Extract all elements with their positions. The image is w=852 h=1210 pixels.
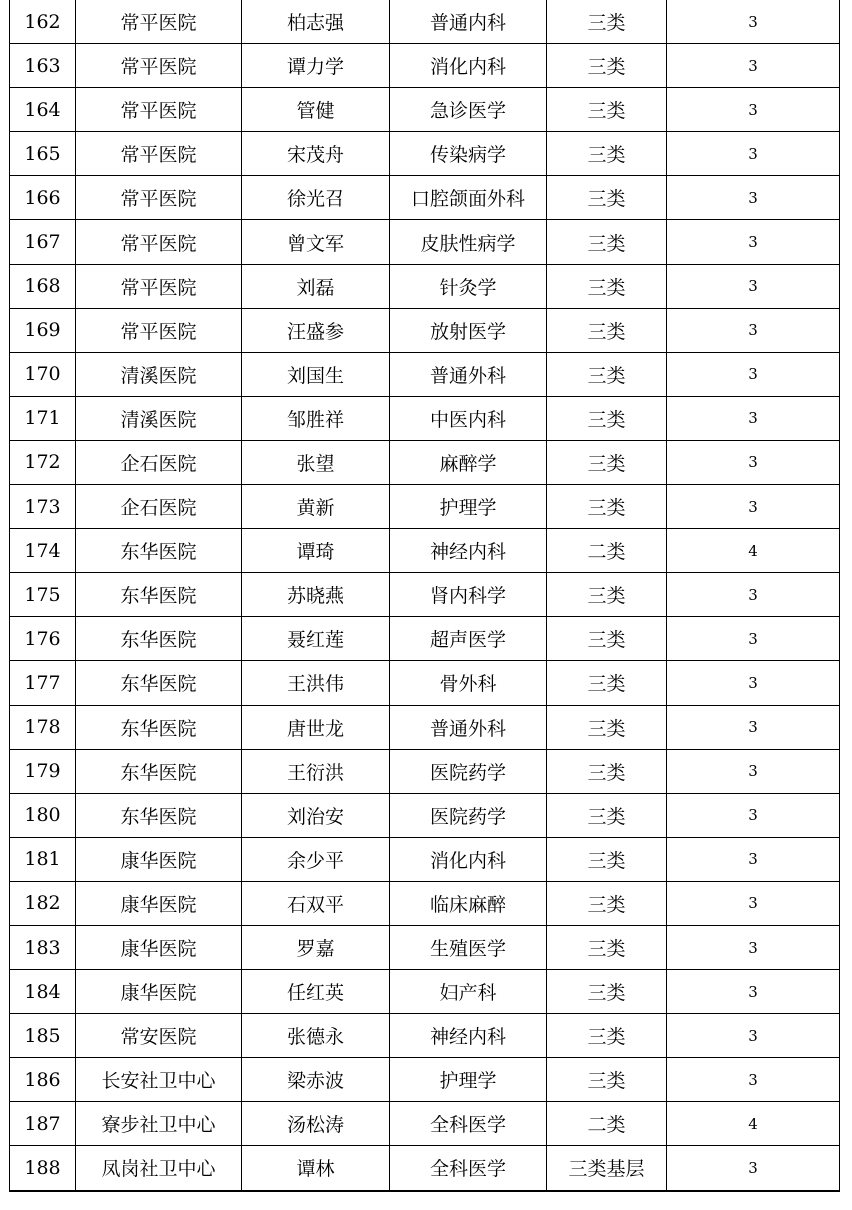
cell-hospital: 常平医院 (76, 44, 242, 88)
cell-person-name: 聂红莲 (242, 617, 390, 661)
cell-category: 三类 (547, 220, 667, 264)
table-row (10, 1014, 840, 1058)
cell-hospital: 东华医院 (76, 705, 242, 749)
cell-department: 中医内科 (390, 396, 547, 440)
cell-category: 三类 (547, 88, 667, 132)
cell-person-name: 管健 (242, 88, 390, 132)
cell-grade: 3 (667, 749, 840, 793)
table-row (10, 352, 840, 396)
cell-grade: 3 (667, 396, 840, 440)
cell-number: 184 (10, 970, 76, 1014)
table-row (10, 925, 840, 969)
table-row (10, 793, 840, 837)
cell-department: 消化内科 (390, 837, 547, 881)
cell-person-name: 王衍洪 (242, 749, 390, 793)
table-row (10, 44, 840, 88)
cell-grade: 3 (667, 1014, 840, 1058)
cell-grade: 3 (667, 837, 840, 881)
cell-department: 医院药学 (390, 793, 547, 837)
cell-department: 针灸学 (390, 264, 547, 308)
cell-hospital: 常安医院 (76, 1014, 242, 1058)
cell-person-name: 唐世龙 (242, 705, 390, 749)
table-row (10, 132, 840, 176)
cell-number: 162 (10, 0, 76, 44)
cell-hospital: 东华医院 (76, 573, 242, 617)
cell-person-name: 张德永 (242, 1014, 390, 1058)
cell-department: 医院药学 (390, 749, 547, 793)
table-row (10, 1102, 840, 1146)
cell-hospital: 康华医院 (76, 970, 242, 1014)
cell-person-name: 宋茂舟 (242, 132, 390, 176)
table-row (10, 529, 840, 573)
cell-person-name: 余少平 (242, 837, 390, 881)
cell-grade: 3 (667, 440, 840, 484)
table-row (10, 705, 840, 749)
cell-hospital: 东华医院 (76, 617, 242, 661)
cell-hospital: 寮步社卫中心 (76, 1102, 242, 1146)
cell-grade: 3 (667, 264, 840, 308)
cell-department: 急诊医学 (390, 88, 547, 132)
cell-person-name: 徐光召 (242, 176, 390, 220)
cell-department: 生殖医学 (390, 925, 547, 969)
cell-number: 182 (10, 881, 76, 925)
cell-grade: 3 (667, 44, 840, 88)
cell-hospital: 常平医院 (76, 264, 242, 308)
table-row (10, 661, 840, 705)
cell-hospital: 常平医院 (76, 132, 242, 176)
table-row (10, 88, 840, 132)
cell-number: 185 (10, 1014, 76, 1058)
cell-grade: 3 (667, 881, 840, 925)
table-row (10, 220, 840, 264)
cell-category: 三类 (547, 440, 667, 484)
cell-number: 167 (10, 220, 76, 264)
cell-person-name: 刘磊 (242, 264, 390, 308)
cell-grade: 3 (667, 970, 840, 1014)
cell-category: 三类 (547, 176, 667, 220)
cell-category: 三类 (547, 661, 667, 705)
cell-category: 三类 (547, 1014, 667, 1058)
cell-department: 妇产科 (390, 970, 547, 1014)
cell-category: 三类 (547, 970, 667, 1014)
table-row (10, 617, 840, 661)
cell-hospital: 清溪医院 (76, 352, 242, 396)
cell-grade: 3 (667, 573, 840, 617)
cell-department: 神经内科 (390, 1014, 547, 1058)
cell-category: 三类 (547, 837, 667, 881)
cell-hospital: 康华医院 (76, 925, 242, 969)
cell-hospital: 东华医院 (76, 529, 242, 573)
cell-number: 183 (10, 925, 76, 969)
cell-person-name: 刘国生 (242, 352, 390, 396)
cell-department: 神经内科 (390, 529, 547, 573)
cell-person-name: 汤松涛 (242, 1102, 390, 1146)
cell-category: 三类 (547, 1058, 667, 1102)
cell-department: 肾内科学 (390, 573, 547, 617)
cell-number: 177 (10, 661, 76, 705)
table-row (10, 1146, 840, 1191)
cell-category: 三类 (547, 264, 667, 308)
cell-grade: 3 (667, 705, 840, 749)
cell-number: 170 (10, 352, 76, 396)
cell-grade: 3 (667, 176, 840, 220)
cell-person-name: 张望 (242, 440, 390, 484)
cell-person-name: 苏晓燕 (242, 573, 390, 617)
cell-hospital: 康华医院 (76, 837, 242, 881)
cell-grade: 3 (667, 308, 840, 352)
cell-department: 普通外科 (390, 352, 547, 396)
cell-category: 三类基层 (547, 1146, 667, 1191)
cell-category: 三类 (547, 352, 667, 396)
table-row (10, 440, 840, 484)
cell-person-name: 谭琦 (242, 529, 390, 573)
table-row (10, 176, 840, 220)
cell-department: 普通外科 (390, 705, 547, 749)
cell-hospital: 常平医院 (76, 88, 242, 132)
cell-number: 171 (10, 396, 76, 440)
cell-number: 168 (10, 264, 76, 308)
cell-number: 181 (10, 837, 76, 881)
cell-number: 178 (10, 705, 76, 749)
table-row (10, 485, 840, 529)
cell-number: 174 (10, 529, 76, 573)
cell-department: 全科医学 (390, 1102, 547, 1146)
cell-number: 180 (10, 793, 76, 837)
cell-person-name: 石双平 (242, 881, 390, 925)
cell-grade: 3 (667, 88, 840, 132)
cell-person-name: 梁赤波 (242, 1058, 390, 1102)
cell-number: 166 (10, 176, 76, 220)
cell-grade: 3 (667, 1058, 840, 1102)
cell-hospital: 企石医院 (76, 485, 242, 529)
cell-person-name: 任红英 (242, 970, 390, 1014)
cell-category: 三类 (547, 705, 667, 749)
cell-hospital: 东华医院 (76, 793, 242, 837)
cell-department: 骨外科 (390, 661, 547, 705)
cell-person-name: 刘治安 (242, 793, 390, 837)
table-row (10, 1058, 840, 1102)
cell-grade: 4 (667, 529, 840, 573)
cell-grade: 3 (667, 925, 840, 969)
cell-number: 186 (10, 1058, 76, 1102)
cell-category: 三类 (547, 793, 667, 837)
cell-number: 172 (10, 440, 76, 484)
cell-category: 三类 (547, 485, 667, 529)
cell-hospital: 常平医院 (76, 220, 242, 264)
cell-person-name: 汪盛参 (242, 308, 390, 352)
cell-category: 三类 (547, 617, 667, 661)
cell-number: 179 (10, 749, 76, 793)
cell-person-name: 柏志强 (242, 0, 390, 44)
cell-category: 三类 (547, 308, 667, 352)
cell-category: 二类 (547, 1102, 667, 1146)
cell-hospital: 常平医院 (76, 0, 242, 44)
cell-category: 三类 (547, 132, 667, 176)
cell-department: 超声医学 (390, 617, 547, 661)
cell-grade: 3 (667, 220, 840, 264)
table-row (10, 837, 840, 881)
table-body (10, 0, 840, 1191)
cell-number: 176 (10, 617, 76, 661)
cell-grade: 3 (667, 1146, 840, 1191)
table-row (10, 396, 840, 440)
cell-person-name: 罗嘉 (242, 925, 390, 969)
cell-department: 传染病学 (390, 132, 547, 176)
cell-department: 消化内科 (390, 44, 547, 88)
cell-hospital: 凤岗社卫中心 (76, 1146, 242, 1191)
cell-hospital: 企石医院 (76, 440, 242, 484)
cell-number: 169 (10, 308, 76, 352)
cell-grade: 3 (667, 352, 840, 396)
cell-hospital: 东华医院 (76, 749, 242, 793)
cell-person-name: 谭力学 (242, 44, 390, 88)
cell-category: 三类 (547, 0, 667, 44)
table-row (10, 0, 840, 44)
cell-category: 三类 (547, 573, 667, 617)
cell-grade: 3 (667, 132, 840, 176)
cell-department: 全科医学 (390, 1146, 547, 1191)
cell-hospital: 常平医院 (76, 176, 242, 220)
cell-hospital: 常平医院 (76, 308, 242, 352)
cell-person-name: 黄新 (242, 485, 390, 529)
table-row (10, 970, 840, 1014)
cell-department: 口腔颌面外科 (390, 176, 547, 220)
cell-category: 三类 (547, 44, 667, 88)
table-row (10, 308, 840, 352)
cell-person-name: 谭林 (242, 1146, 390, 1191)
cell-hospital: 东华医院 (76, 661, 242, 705)
cell-number: 173 (10, 485, 76, 529)
cell-category: 三类 (547, 396, 667, 440)
cell-number: 163 (10, 44, 76, 88)
table-row (10, 264, 840, 308)
cell-department: 护理学 (390, 1058, 547, 1102)
cell-hospital: 清溪医院 (76, 396, 242, 440)
cell-person-name: 王洪伟 (242, 661, 390, 705)
cell-person-name: 曾文军 (242, 220, 390, 264)
cell-grade: 3 (667, 0, 840, 44)
cell-department: 临床麻醉 (390, 881, 547, 925)
cell-grade: 3 (667, 617, 840, 661)
cell-category: 三类 (547, 749, 667, 793)
cell-department: 麻醉学 (390, 440, 547, 484)
table-row (10, 881, 840, 925)
cell-grade: 4 (667, 1102, 840, 1146)
table-row (10, 749, 840, 793)
cell-category: 三类 (547, 881, 667, 925)
cell-number: 175 (10, 573, 76, 617)
table-row (10, 573, 840, 617)
cell-department: 护理学 (390, 485, 547, 529)
cell-department: 普通内科 (390, 0, 547, 44)
cell-hospital: 康华医院 (76, 881, 242, 925)
cell-grade: 3 (667, 793, 840, 837)
cell-hospital: 长安社卫中心 (76, 1058, 242, 1102)
cell-department: 皮肤性病学 (390, 220, 547, 264)
cell-category: 二类 (547, 529, 667, 573)
cell-department: 放射医学 (390, 308, 547, 352)
cell-number: 188 (10, 1146, 76, 1191)
cell-grade: 3 (667, 485, 840, 529)
personnel-table (9, 0, 840, 1192)
cell-person-name: 邹胜祥 (242, 396, 390, 440)
cell-category: 三类 (547, 925, 667, 969)
cell-number: 164 (10, 88, 76, 132)
cell-number: 187 (10, 1102, 76, 1146)
cell-number: 165 (10, 132, 76, 176)
cell-grade: 3 (667, 661, 840, 705)
